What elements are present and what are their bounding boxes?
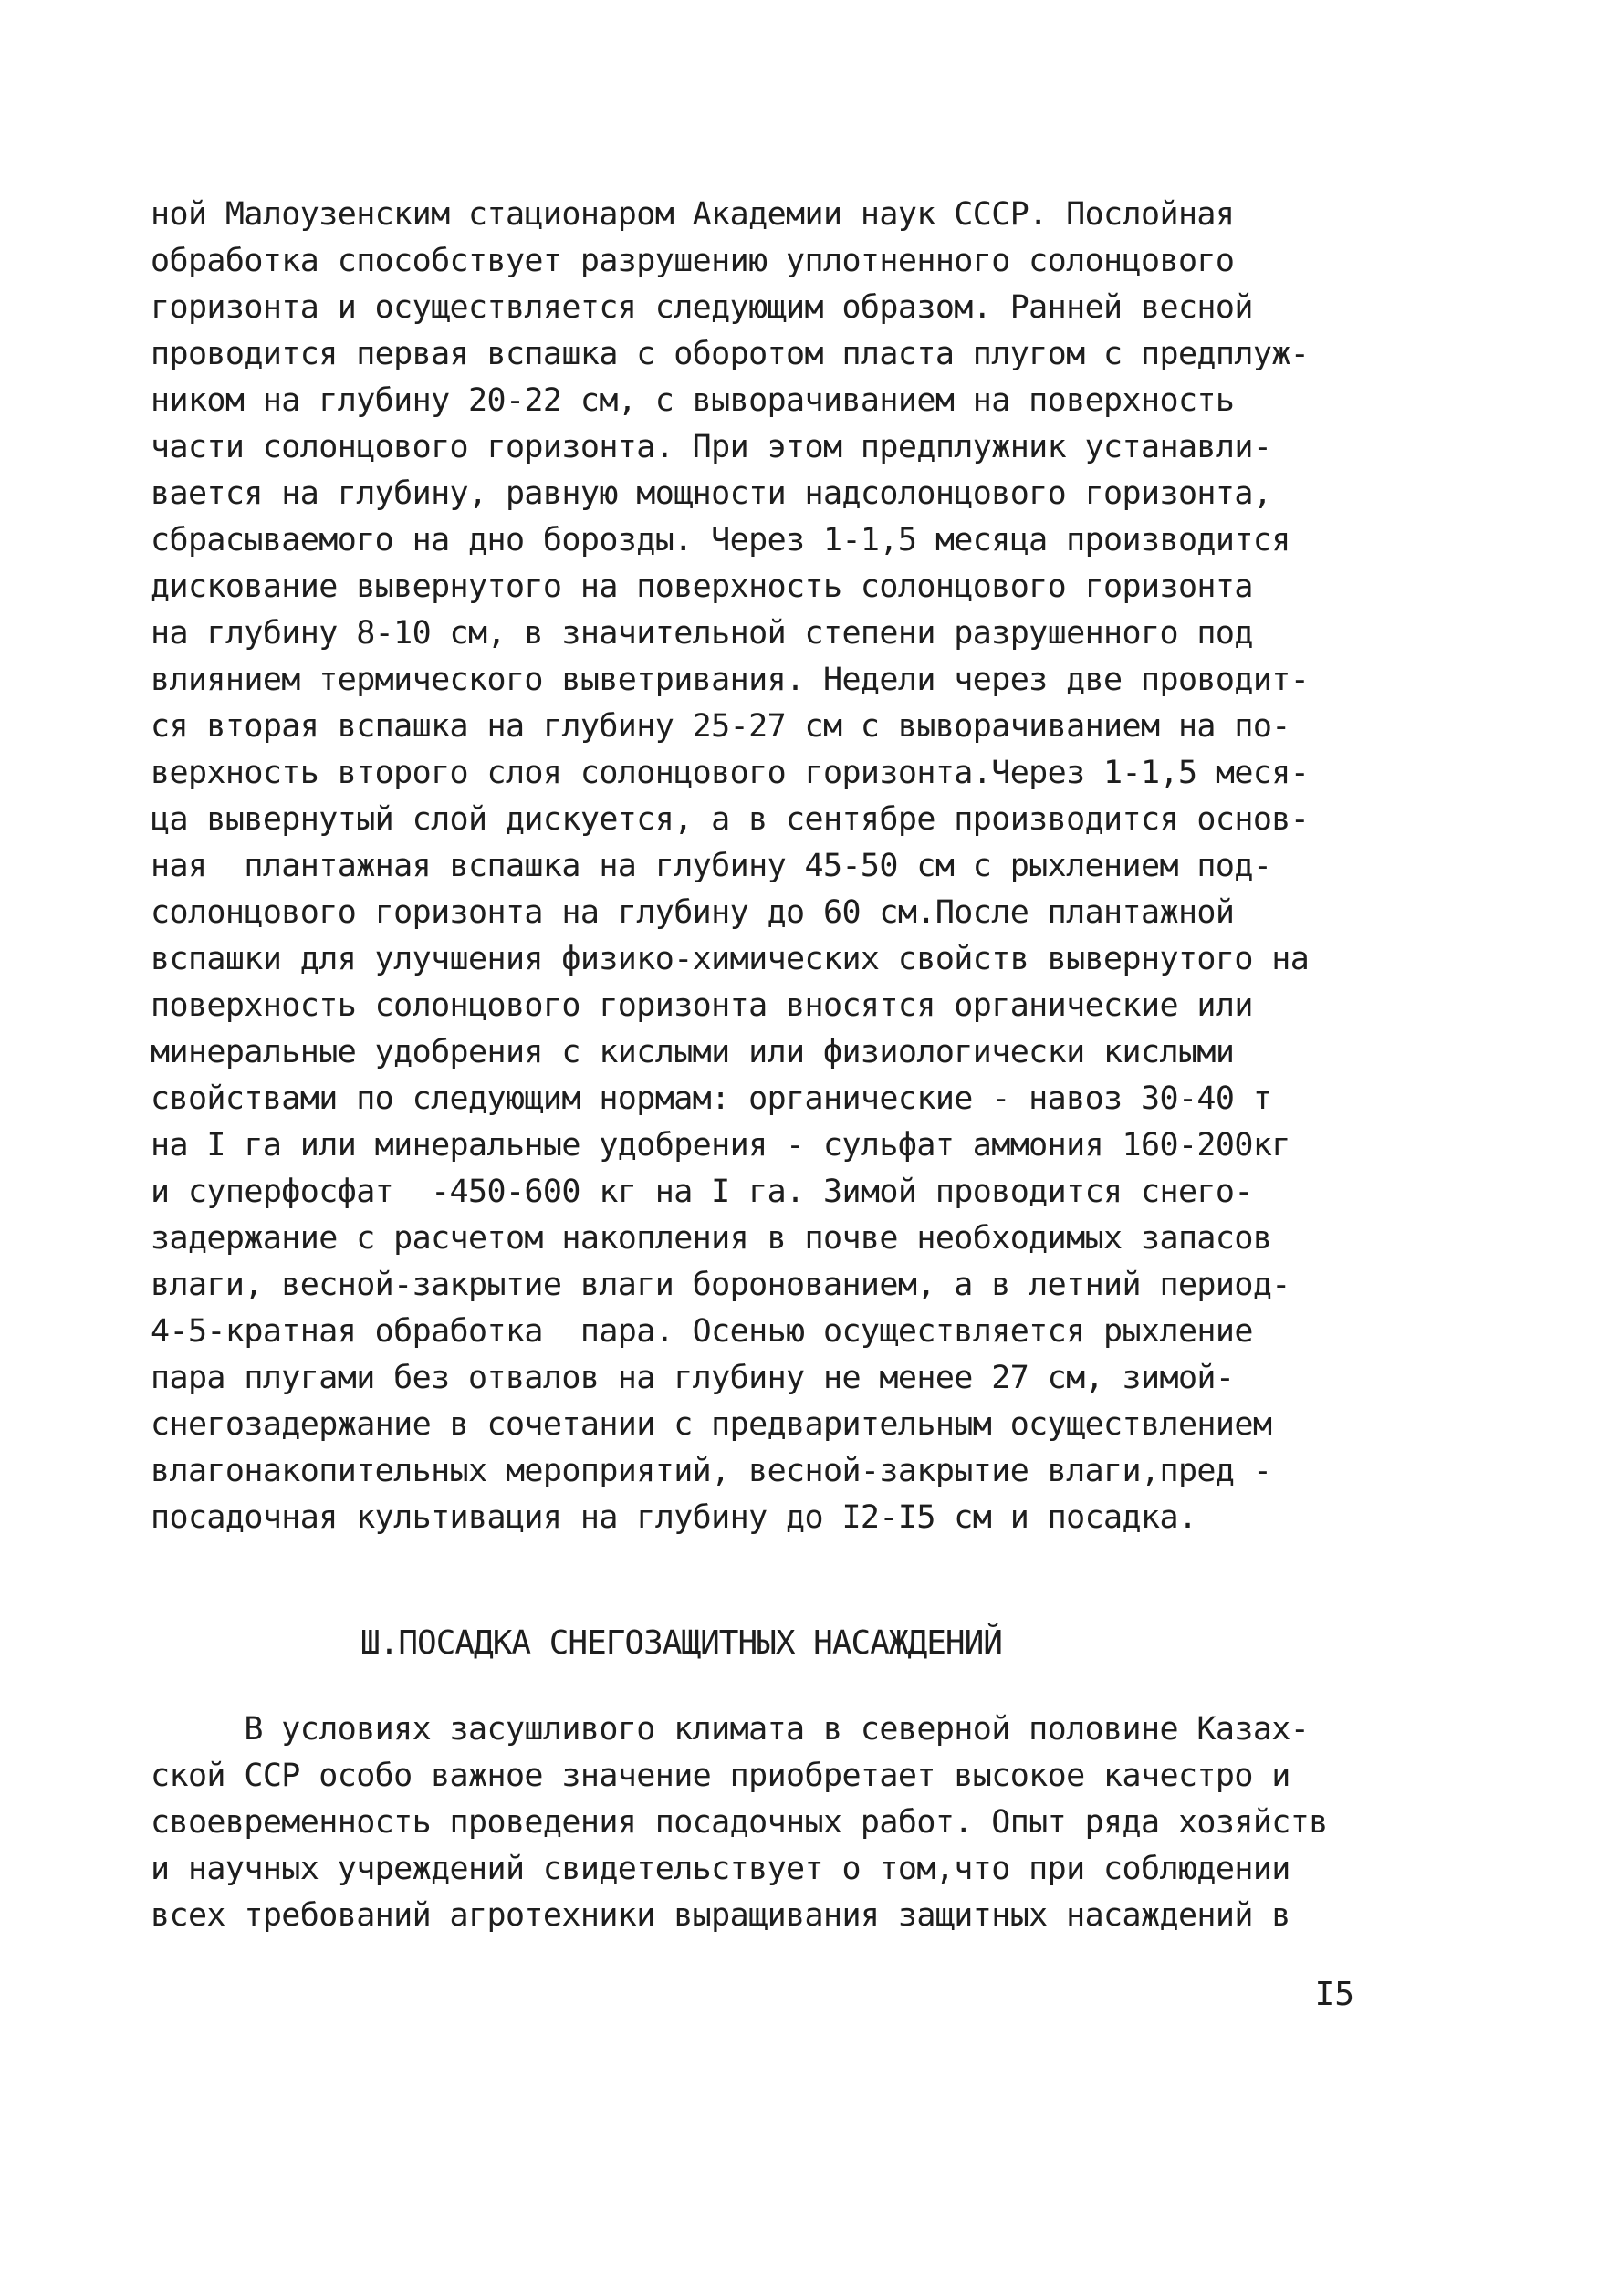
text-line: ником на глубину 20-22 см, с выворачиванием на поверхность <box>151 382 1235 419</box>
text-line: ная плантажная вспашка на глубину 45-50 см с рыхлением под- <box>151 848 1272 884</box>
text-line: на I га или минеральные удобрения - сульфат аммония 160-200кг <box>151 1127 1290 1164</box>
text-line: на глубину 8-10 см, в значительной степени разрушенного под <box>151 615 1253 652</box>
text-line: горизонта и осуществляется следующим образом. Ранней весной <box>151 289 1253 326</box>
text-line: дискование вывернутого на поверхность солонцового горизонта <box>151 569 1253 605</box>
page-number: I5 <box>1314 1976 1354 2013</box>
text-line: влаги, весной-закрытие влаги боронованием, а в летний период- <box>151 1267 1290 1303</box>
text-line: свойствами по следующим нормам: органические - навоз 30-40 т <box>151 1080 1272 1117</box>
text-line: своевременность проведения посадочных работ. Опыт ряда хозяйств <box>151 1804 1328 1841</box>
text-line: посадочная культивация на глубину до I2-I5 см и посадка. <box>151 1499 1197 1536</box>
text-line: 4-5-кратная обработка пара. Осенью осуществляется рыхление <box>151 1313 1253 1350</box>
text-line: всех требований агротехники выращивания защитных насаждений в <box>151 1897 1290 1934</box>
text-line: и научных учреждений свидетельствует о том,что при соблюдении <box>151 1851 1290 1887</box>
text-line: обработка способствует разрушению уплотненного солонцового <box>151 243 1235 279</box>
text-line: В условиях засушливого климата в северной половине Казах- <box>151 1711 1310 1748</box>
text-line: вается на глубину, равную мощности надсолонцового горизонта, <box>151 475 1272 512</box>
text-line: верхность второго слоя солонцового горизонта.Через 1-1,5 меся- <box>151 755 1310 791</box>
text-line: проводится первая вспашка с оборотом пласта плугом с предплуж- <box>151 336 1310 372</box>
paragraph-planting-preparation <box>151 192 1373 1541</box>
text-line: ся вторая вспашка на глубину 25-27 см с выворачиванием на по- <box>151 708 1290 745</box>
text-line: вспашки для улучшения физико-химических свойств вывернутого на <box>151 941 1310 977</box>
text-line: снегозадержание в сочетании с предварительным осуществлением <box>151 1406 1272 1443</box>
text-line: ской ССР особо важное значение приобретает высокое качестро и <box>151 1758 1290 1794</box>
text-line: солонцового горизонта на глубину до 60 см.После плантажной <box>151 894 1235 931</box>
text-line: ца вывернутый слой дискуется, а в сентябре производится основ- <box>151 801 1310 838</box>
section-heading: Ш.ПОСАДКА СНЕГОЗАЩИТНЫХ НАСАЖДЕНИЙ <box>360 1624 1002 1662</box>
text-line: ной Малоузенским стационаром Академии наук СССР. Послойная <box>151 196 1235 233</box>
text-line: сбрасываемого на дно борозды. Через 1-1,5 месяца производится <box>151 522 1290 558</box>
text-line: влиянием термического выветривания. Недели через две проводит- <box>151 662 1310 698</box>
text-line: влагонакопительных мероприятий, весной-закрытие влаги,пред - <box>151 1453 1272 1489</box>
text-line: минеральные удобрения с кислыми или физиологически кислыми <box>151 1034 1235 1070</box>
paragraph-planting-conditions <box>151 1706 1373 1939</box>
text-line: пара плугами без отвалов на глубину не менее 27 см, зимой- <box>151 1360 1235 1396</box>
text-line: части солонцового горизонта. При этом предплужник устанавли- <box>151 429 1272 465</box>
text-line: поверхность солонцового горизонта вносятся органические или <box>151 987 1253 1024</box>
text-line: задержание с расчетом накопления в почве необходимых запасов <box>151 1220 1272 1257</box>
text-line: и суперфосфат -450-600 кг на I га. Зимой проводится снего- <box>151 1174 1253 1210</box>
